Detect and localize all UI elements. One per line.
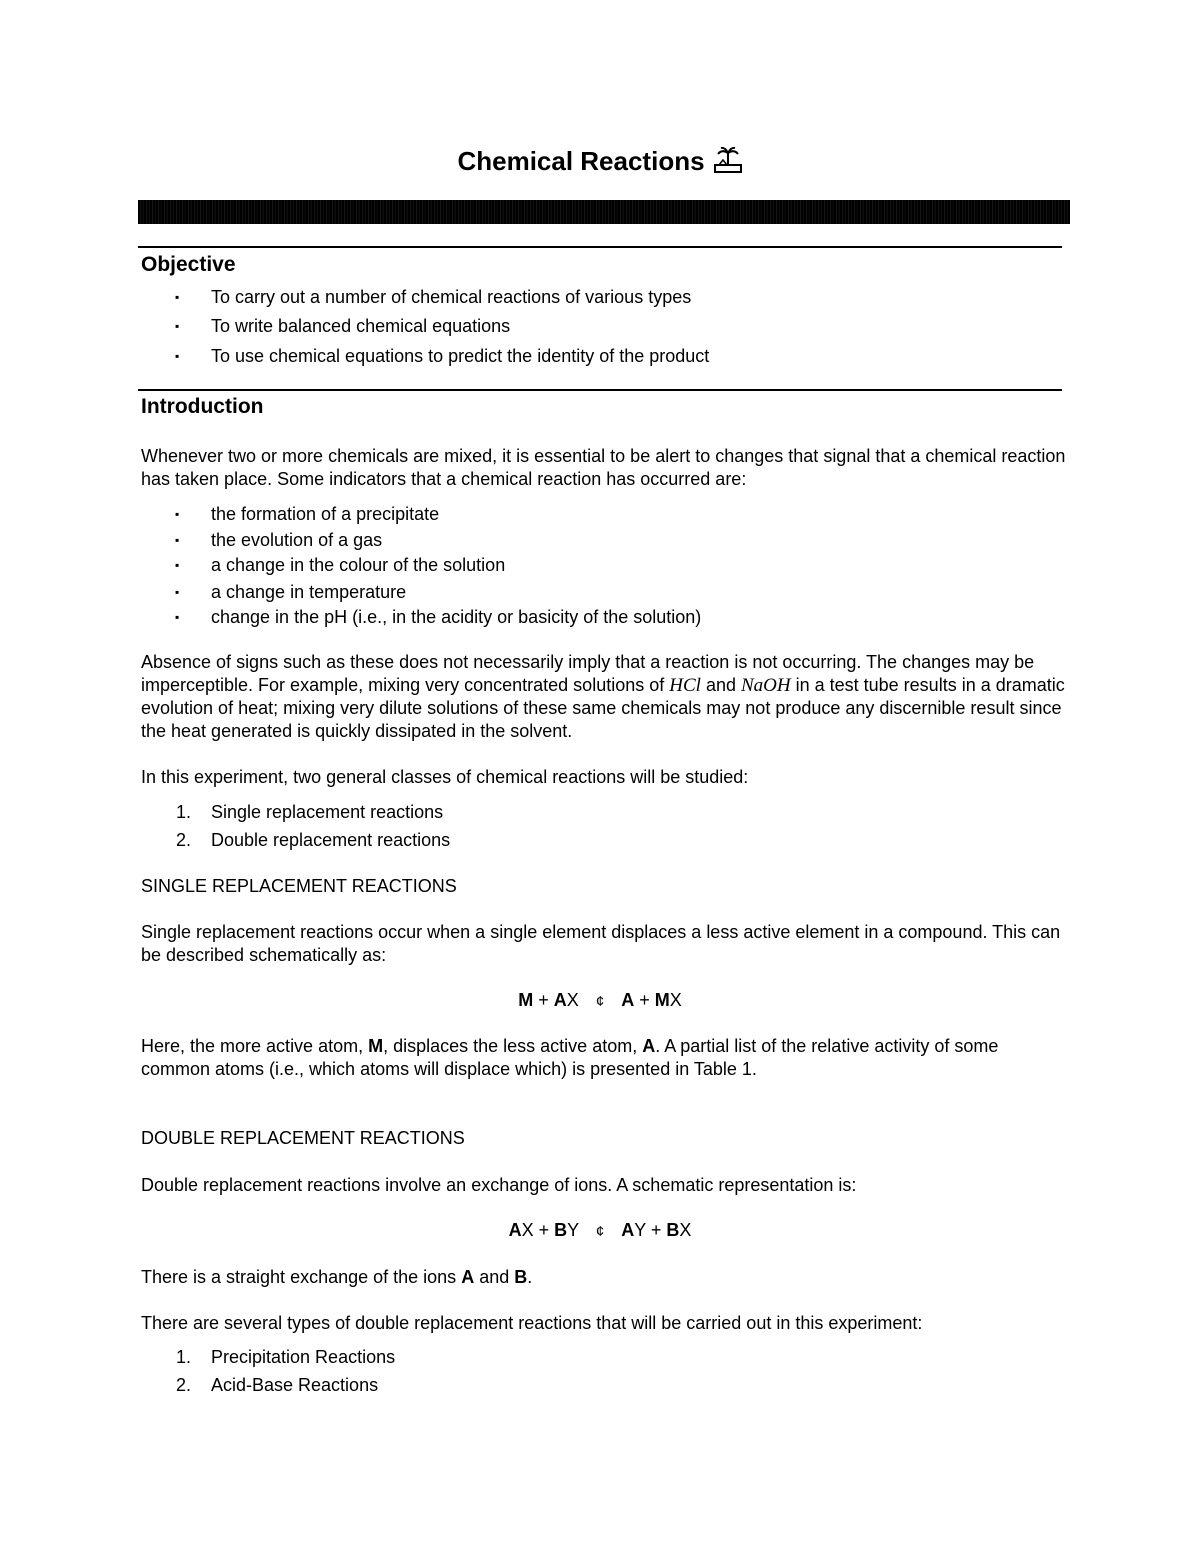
double-replacement-heading: DOUBLE REPLACEMENT REACTIONS: [141, 1128, 465, 1148]
absence-paragraph: [141, 651, 1066, 743]
bullet: ▪: [175, 610, 180, 624]
exchange-text-b: and: [474, 1267, 515, 1287]
objective-item: To write balanced chemical equations: [211, 316, 511, 336]
reaction-arrow: ¢: [595, 993, 605, 1010]
list-number: 1.: [176, 802, 192, 822]
eq-term: B: [666, 1220, 680, 1240]
ion-a: A: [461, 1267, 475, 1287]
exchange-text-c: .: [527, 1267, 533, 1287]
bullet: ▪: [175, 290, 180, 304]
objective-item: To carry out a number of chemical reactions of various types: [211, 287, 692, 307]
single-paragraph: Single replacement reactions occur when a single element displaces a less active element in a compound. This can be described schematically as:: [141, 922, 1061, 965]
indicator-item: the formation of a precipitate: [211, 504, 440, 524]
eq-term: X: [679, 1220, 692, 1240]
page-title: [0, 143, 1200, 183]
eq-term: Y: [634, 1220, 646, 1240]
explanation-text-b: , displaces the less active atom,: [383, 1036, 643, 1056]
indicator-item: a change in temperature: [211, 582, 407, 602]
classes-paragraph: In this experiment, two general classes of chemical reactions will be studied:: [141, 767, 749, 787]
reaction-arrow: ¢: [595, 1223, 605, 1240]
double-equation: [0, 1219, 1200, 1243]
bullet: ▪: [175, 558, 180, 572]
atom-m: M: [368, 1036, 384, 1056]
exchange-text-a: There is a straight exchange of the ions: [141, 1267, 462, 1287]
section-divider: [138, 389, 1062, 391]
absence-text-b: and: [700, 675, 741, 695]
exchange-paragraph: [141, 1266, 1066, 1289]
type-item: Acid-Base Reactions: [211, 1375, 379, 1395]
atom-a: A: [642, 1036, 656, 1056]
intro-paragraph: Whenever two or more chemicals are mixed, it is essential to be alert to changes that signal that a chemical reaction has taken place. Some indicators that a chemical reaction has occurred are:: [141, 446, 1066, 489]
title-text: Chemical Reactions: [457, 146, 705, 176]
explanation-text-c: . A partial list of the relative activity of some common atoms (i.e., which atoms will displace which) is presented in Table 1.: [141, 1036, 999, 1079]
single-explanation: [141, 1035, 1066, 1081]
bullet: ▪: [175, 349, 180, 363]
absence-text-c: in a test tube results in a dramatic evolution of heat; mixing very dilute solutions of these same chemicals may not produce any discernible result since the heat generated is quickly dissipated in the solvent.: [141, 675, 1065, 741]
eq-term: M: [518, 990, 534, 1010]
eq-term: A: [621, 1220, 635, 1240]
absence-text-a: Absence of signs such as these does not necessarily imply that a reaction is not occurring. The changes may be imperceptible. For example, mixing very concentrated solutions of: [141, 652, 1035, 695]
type-item: Precipitation Reactions: [211, 1347, 396, 1367]
introduction-heading: Introduction: [141, 395, 264, 418]
ion-b: B: [514, 1267, 528, 1287]
objective-heading: Objective: [141, 253, 236, 276]
single-replacement-heading: SINGLE REPLACEMENT REACTIONS: [141, 876, 457, 896]
eq-term: X: [566, 990, 579, 1010]
bullet: ▪: [175, 533, 180, 547]
eq-term: Y: [567, 1220, 579, 1240]
list-number: 2.: [176, 830, 192, 850]
eq-term: M: [654, 990, 670, 1010]
indicator-item: a change in the colour of the solution: [211, 555, 506, 575]
double-paragraph: Double replacement reactions involve an exchange of ions. A schematic representation is:: [141, 1175, 857, 1195]
eq-term: A: [621, 990, 635, 1010]
explanation-text-a: Here, the more active atom,: [141, 1036, 369, 1056]
indicator-item: change in the pH (i.e., in the acidity or basicity of the solution): [211, 607, 702, 627]
bullet: ▪: [175, 507, 180, 521]
eq-term: A: [508, 1220, 522, 1240]
single-equation: [0, 989, 1200, 1013]
class-item: Single replacement reactions: [211, 802, 444, 822]
eq-plus: +: [538, 990, 549, 1010]
list-number: 2.: [176, 1375, 192, 1395]
section-divider: [138, 246, 1062, 248]
objective-item: To use chemical equations to predict the identity of the product: [211, 346, 710, 366]
eq-plus: +: [538, 1220, 550, 1240]
bullet: ▪: [175, 319, 180, 333]
indicator-item: the evolution of a gas: [211, 530, 383, 550]
list-number: 1.: [176, 1347, 192, 1367]
lab-icon: [713, 144, 743, 183]
eq-term: X: [521, 1220, 534, 1240]
eq-term: B: [554, 1220, 568, 1240]
class-item: Double replacement reactions: [211, 830, 451, 850]
decorative-pattern-bar: [138, 200, 1070, 224]
eq-term: X: [669, 990, 682, 1010]
chem-formula-hcl: HCl: [669, 675, 701, 696]
bullet: ▪: [175, 585, 180, 599]
eq-term: A: [553, 990, 567, 1010]
eq-plus: +: [650, 1220, 662, 1240]
chem-formula-naoh: NaOH: [740, 675, 791, 696]
eq-plus: +: [639, 990, 650, 1010]
types-paragraph: There are several types of double replacement reactions that will be carried out in this experiment:: [141, 1313, 923, 1333]
